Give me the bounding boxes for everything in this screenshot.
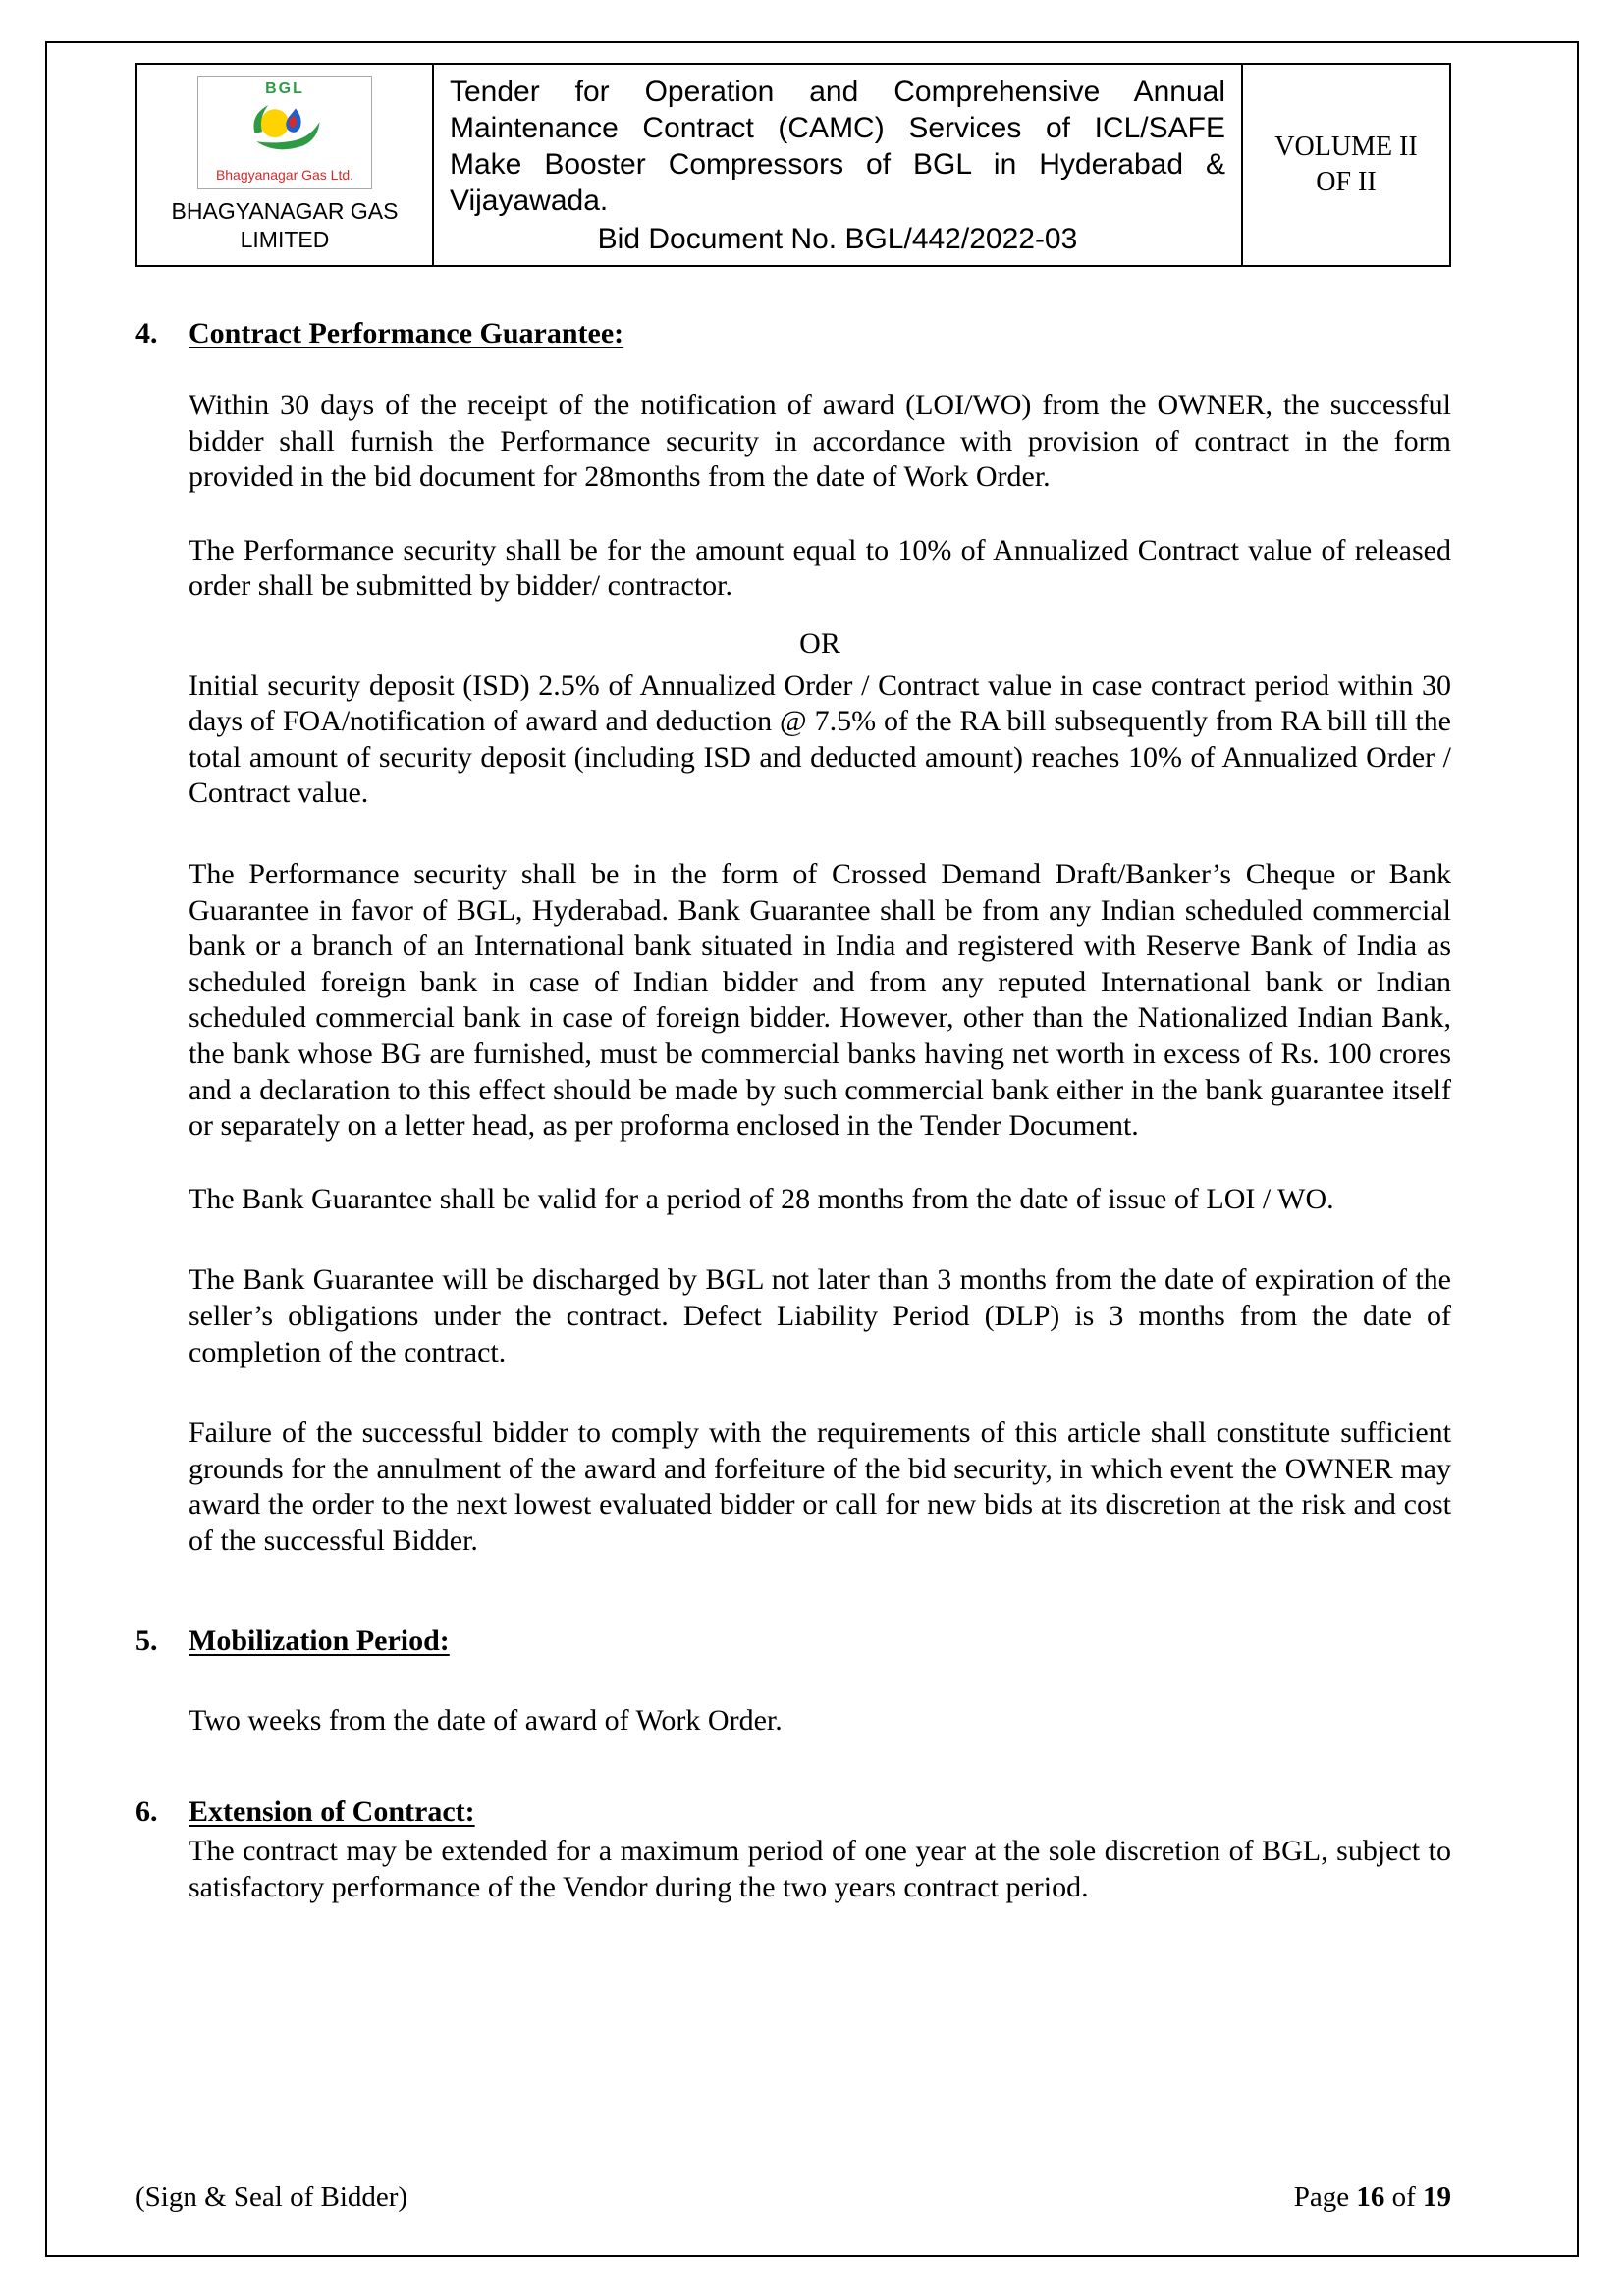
section-6-paragraph-1: The contract may be extended for a maximum period of one year at the sole discretion of BGL, subject to satisfactory performance of the Vendor during the two years contract period.: [189, 1835, 1451, 1903]
company-name-line2: LIMITED: [240, 227, 330, 253]
page-number: [1294, 2181, 1451, 2214]
bgl-logo-icon: [243, 100, 327, 165]
title-cell: [432, 65, 1241, 265]
volume-line1: VOLUME II: [1274, 131, 1418, 162]
section-6-heading: [135, 1794, 1451, 1831]
volume-cell: [1241, 65, 1449, 265]
bgl-logo-text: BGL: [265, 80, 304, 98]
section-5-title: Mobilization Period:: [189, 1625, 450, 1658]
company-name-line1: BHAGYANAGAR GAS: [171, 198, 399, 225]
or-separator: OR: [799, 627, 840, 661]
section-5-number: 5.: [135, 1625, 158, 1658]
page-current: 16: [1356, 2181, 1385, 2213]
volume-line2: OF II: [1316, 167, 1377, 198]
section-4-paragraph-6: The Bank Guarantee will be discharged by BGL not later than 3 months from the date of expiration of the seller’s obligations under the contract. Defect Liability Period (DLP) is 3 months from the date of completion of the contract.: [189, 1263, 1451, 1368]
logo-box: [197, 76, 372, 189]
section-4-paragraph-2: The Performance security shall be for the amount equal to 10% of Annualized Contract value of released order shall be submitted by bidder/ contractor.: [189, 533, 1451, 603]
page-content: [135, 63, 1451, 1905]
logo-tagline: Bhagyanagar Gas Ltd.: [215, 167, 354, 184]
company-name: [172, 197, 399, 254]
logo-cell: [137, 65, 432, 265]
bid-doc-number: Bid Document No. BGL/442/2022-03: [597, 222, 1078, 255]
section-4-paragraph-5: The Bank Guarantee shall be valid for a period of 28 months from the date of issue of LOI / WO.: [189, 1182, 1334, 1215]
document-header: [135, 63, 1451, 267]
tender-title: Tender for Operation and Comprehensive Annual Maintenance Contract (CAMC) Services of ICL/SAFE Make Booster Compressors of BGL in Hyderabad & Vijayawada.: [450, 76, 1225, 217]
section-4-title: Contract Performance Guarantee:: [189, 317, 624, 350]
section-4-paragraph-1: Within 30 days of the receipt of the notification of award (LOI/WO) from the OWNER, the successful bidder shall furnish the Performance security in accordance with provision of contract in the form provided in the bid document for 28months from the date of Work Order.: [189, 389, 1451, 494]
page-total: 19: [1423, 2181, 1451, 2213]
section-4-heading: [135, 316, 1451, 352]
document-body: [135, 316, 1451, 1905]
section-6-title: Extension of Contract:: [189, 1794, 475, 1828]
sign-seal-note: (Sign & Seal of Bidder): [135, 2181, 408, 2213]
section-6-number: 6.: [135, 1794, 158, 1828]
section-4-paragraph-7: Failure of the successful bidder to comply with the requirements of this article shall constitute sufficient grounds for the annulment of the award and forfeiture of the bid security, in which event the OWNER may award the order to the next lowest evaluated bidder or call for new bids at its discretion at the risk and cost of the successful Bidder.: [189, 1416, 1451, 1557]
section-5-paragraph-1: Two weeks from the date of award of Work Order.: [189, 1704, 783, 1737]
section-4-paragraph-4: The Performance security shall be in the form of Crossed Demand Draft/Banker’s Cheque or Bank Guarantee in favor of BGL, Hyderabad. Bank Guarantee shall be from any Indian scheduled commercial bank or a branch of an International bank situated in India and registered with Reserve Bank of India as scheduled foreign bank in case of Indian bidder and from any reputed International bank or Indian scheduled commercial bank in case of foreign bidder. However, other than the Nationalized Indian Bank, the bank whose BG are furnished, must be commercial banks having net worth in excess of Rs. 100 crores and a declaration to this effect should be made by such commercial bank either in the bank guarantee itself or separately on a letter head, as per proforma enclosed in the Tender Document.: [189, 857, 1451, 1143]
document-footer: [135, 2181, 1451, 2214]
page-label: Page: [1293, 2181, 1350, 2213]
page-of-label: of: [1391, 2181, 1416, 2213]
section-4-paragraph-3: Initial security deposit (ISD) 2.5% of Annualized Order / Contract value in case contract period within 30 days of FOA/notification of award and deduction @ 7.5% of the RA bill subsequently from RA bill till the total amount of security deposit (including ISD and deducted amount) reaches 10% of Annualized Order / Contract value.: [189, 668, 1451, 810]
section-5-heading: [135, 1624, 1451, 1660]
section-4-number: 4.: [135, 317, 158, 350]
